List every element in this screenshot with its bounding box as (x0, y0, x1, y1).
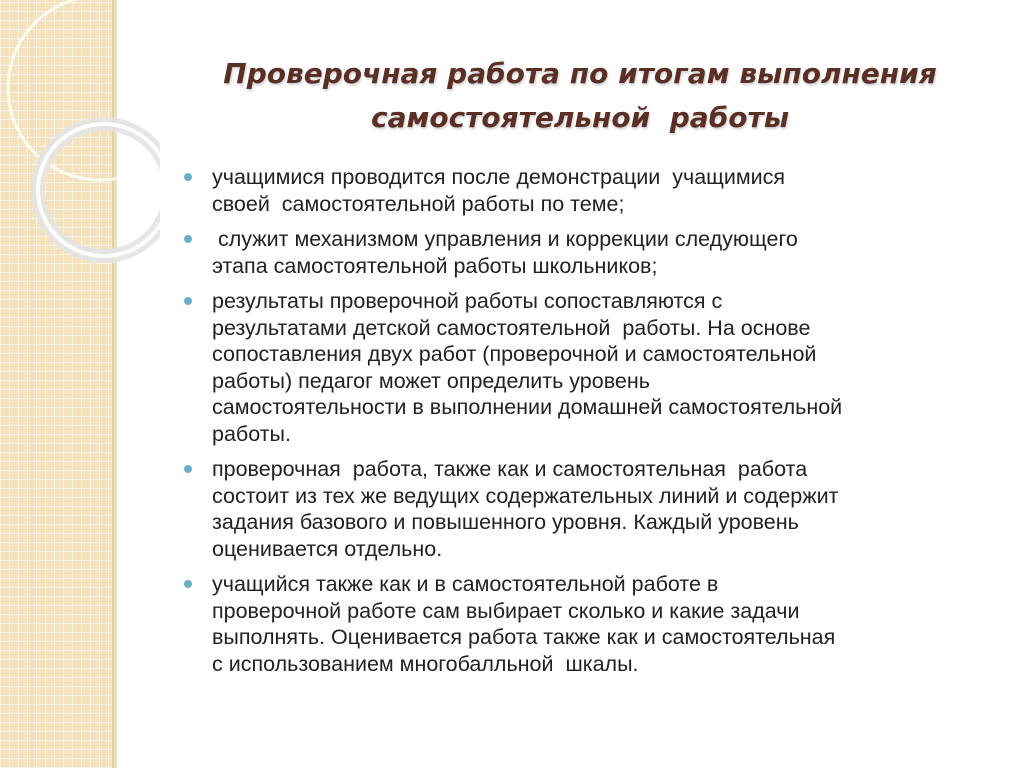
bullet-item (182, 226, 992, 279)
bullet-text-line: служит механизмом управления и коррекции следующего (212, 227, 798, 251)
decorative-ring-large (8, 0, 160, 180)
title-line-1: Проверочная работа по итогам выполнения (223, 57, 937, 90)
bullet-text-line: проверочная работа, также как и самостоятельная работа (212, 457, 808, 481)
bullet-text-line: проверочной работе сам выбирает сколько и какие задачи (212, 598, 800, 623)
bullet-text-line: самостоятельности в выполнении домашней самостоятельной (212, 395, 843, 419)
bullet-dot-icon (184, 465, 192, 473)
bullet-dot-icon (184, 580, 192, 588)
bullet-text-line: с использованием многобалльной шкалы. (212, 651, 639, 676)
title-line-2: самостоятельной работы (370, 101, 790, 134)
bullet-list (182, 164, 992, 686)
page-title (160, 52, 1000, 140)
bullet-dot-icon (184, 297, 192, 305)
bullet-text-line: этапа самостоятельной работы школьников; (212, 253, 658, 278)
bullet-text-line: учащийся также как и в самостоятельной работе в (212, 572, 719, 596)
bullet-text-line: задания базового и повышенного уровня. Каждый уровень (212, 510, 799, 534)
bullet-dot-icon (184, 173, 192, 181)
bullet-dot-icon (184, 235, 192, 243)
bullet-text-line: состоит из тех же ведущих содержательных линий и содержит (212, 483, 839, 508)
bullet-text-line: работы. (212, 421, 291, 446)
bullet-text-line: результаты проверочной работы сопоставляются с (212, 289, 723, 313)
bullet-item (182, 164, 992, 217)
bullet-text-line: выполнять. Оценивается работа также как и самостоятельная (212, 625, 836, 649)
bullet-text-line: оценивается отдельно. (212, 536, 443, 561)
bullet-text-line: работы) педагог может определить уровень (212, 368, 650, 393)
bullet-text-line: учащимися проводится после демонстрации учащимися (212, 165, 786, 189)
bullet-item (182, 456, 992, 562)
bullet-item (182, 288, 992, 447)
bullet-text-line: результатами детской самостоятельной работы. На основе (212, 315, 811, 340)
bullet-text-line: сопоставления двух работ (проверочной и самостоятельной (212, 342, 817, 366)
bullet-item (182, 571, 992, 677)
bullet-text-line: своей самостоятельной работы по теме; (212, 191, 625, 216)
decorative-rings (0, 0, 160, 300)
